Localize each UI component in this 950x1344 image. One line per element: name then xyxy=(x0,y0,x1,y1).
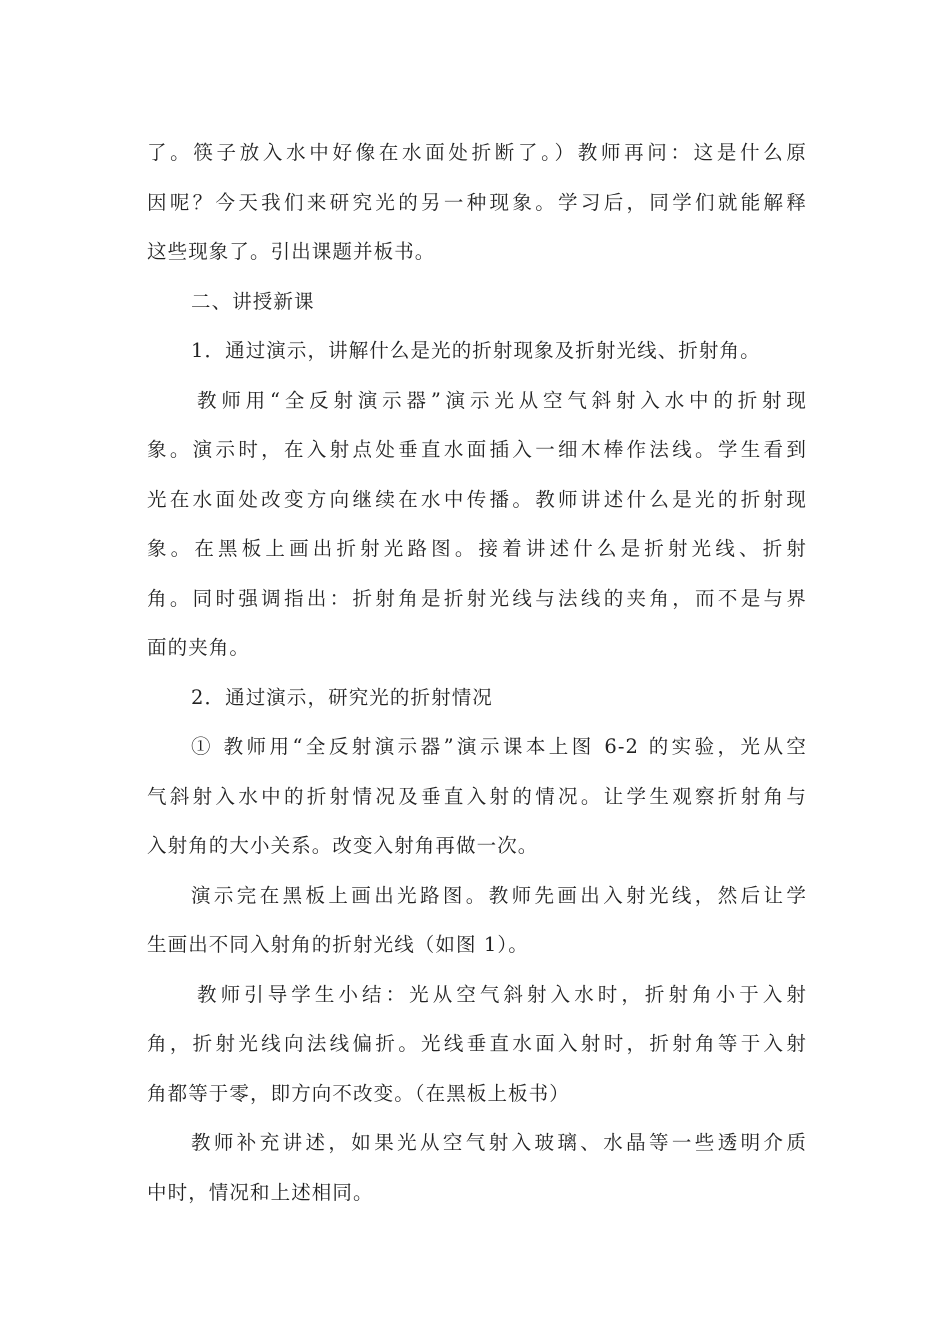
paragraph-line: 教师补充讲述，如果光从空气射入玻璃、水晶等一些透明介质 xyxy=(191,1131,807,1154)
paragraph-line: 因呢？今天我们来研究光的另一种现象。学习后，同学们就能解释 xyxy=(147,190,807,214)
section-heading: 二、讲授新课 xyxy=(191,289,315,313)
paragraph-line: 入射角的大小关系。改变入射角再做一次。 xyxy=(147,834,539,857)
subsection-heading: 1．通过演示，讲解什么是光的折射现象及折射光线、折射角。 xyxy=(191,339,761,362)
paragraph-line: 教师引导学生小结：光从空气斜射入水时，折射角小于入射 xyxy=(197,982,807,1006)
paragraph-line: 教师用“全反射演示器”演示光从空气斜射入水中的折射现 xyxy=(197,388,807,412)
paragraph-line: 中时，情况和上述相同。 xyxy=(147,1180,374,1204)
paragraph-line: 这些现象了。引出课题并板书。 xyxy=(147,240,436,263)
paragraph-line: 演示完在黑板上画出光路图。教师先画出入射光线，然后让学 xyxy=(191,883,807,907)
subsection-heading: 2．通过演示，研究光的折射情况 xyxy=(191,685,493,709)
paragraph-line: 象。在黑板上画出折射光路图。接着讲述什么是折射光线、折射 xyxy=(147,537,807,560)
paragraph-line: 角。同时强调指出：折射角是折射光线与法线的夹角，而不是与界 xyxy=(147,586,807,610)
paragraph-line: 光在水面处改变方向继续在水中传播。教师讲述什么是光的折射现 xyxy=(147,487,807,511)
paragraph-line: 象。演示时，在入射点处垂直水面插入一细木棒作法线。学生看到 xyxy=(147,438,807,461)
paragraph-line: 气斜射入水中的折射情况及垂直入射的情况。让学生观察折射角与 xyxy=(147,784,807,808)
paragraph-line: ① 教师用“全反射演示器”演示课本上图 6-2 的实验，光从空 xyxy=(191,735,807,758)
paragraph-line: 角都等于零，即方向不改变。（在黑板上板书） xyxy=(147,1081,570,1105)
paragraph-line: 角，折射光线向法线偏折。光线垂直水面入射时，折射角等于入射 xyxy=(147,1032,807,1055)
paragraph-line: 了。筷子放入水中好像在水面处折断了。）教师再问：这是什么原 xyxy=(147,141,807,164)
paragraph-line: 生画出不同入射角的折射光线（如图 1）。 xyxy=(147,933,529,956)
document-body xyxy=(147,128,807,1217)
paragraph-line: 面的夹角。 xyxy=(147,636,251,659)
